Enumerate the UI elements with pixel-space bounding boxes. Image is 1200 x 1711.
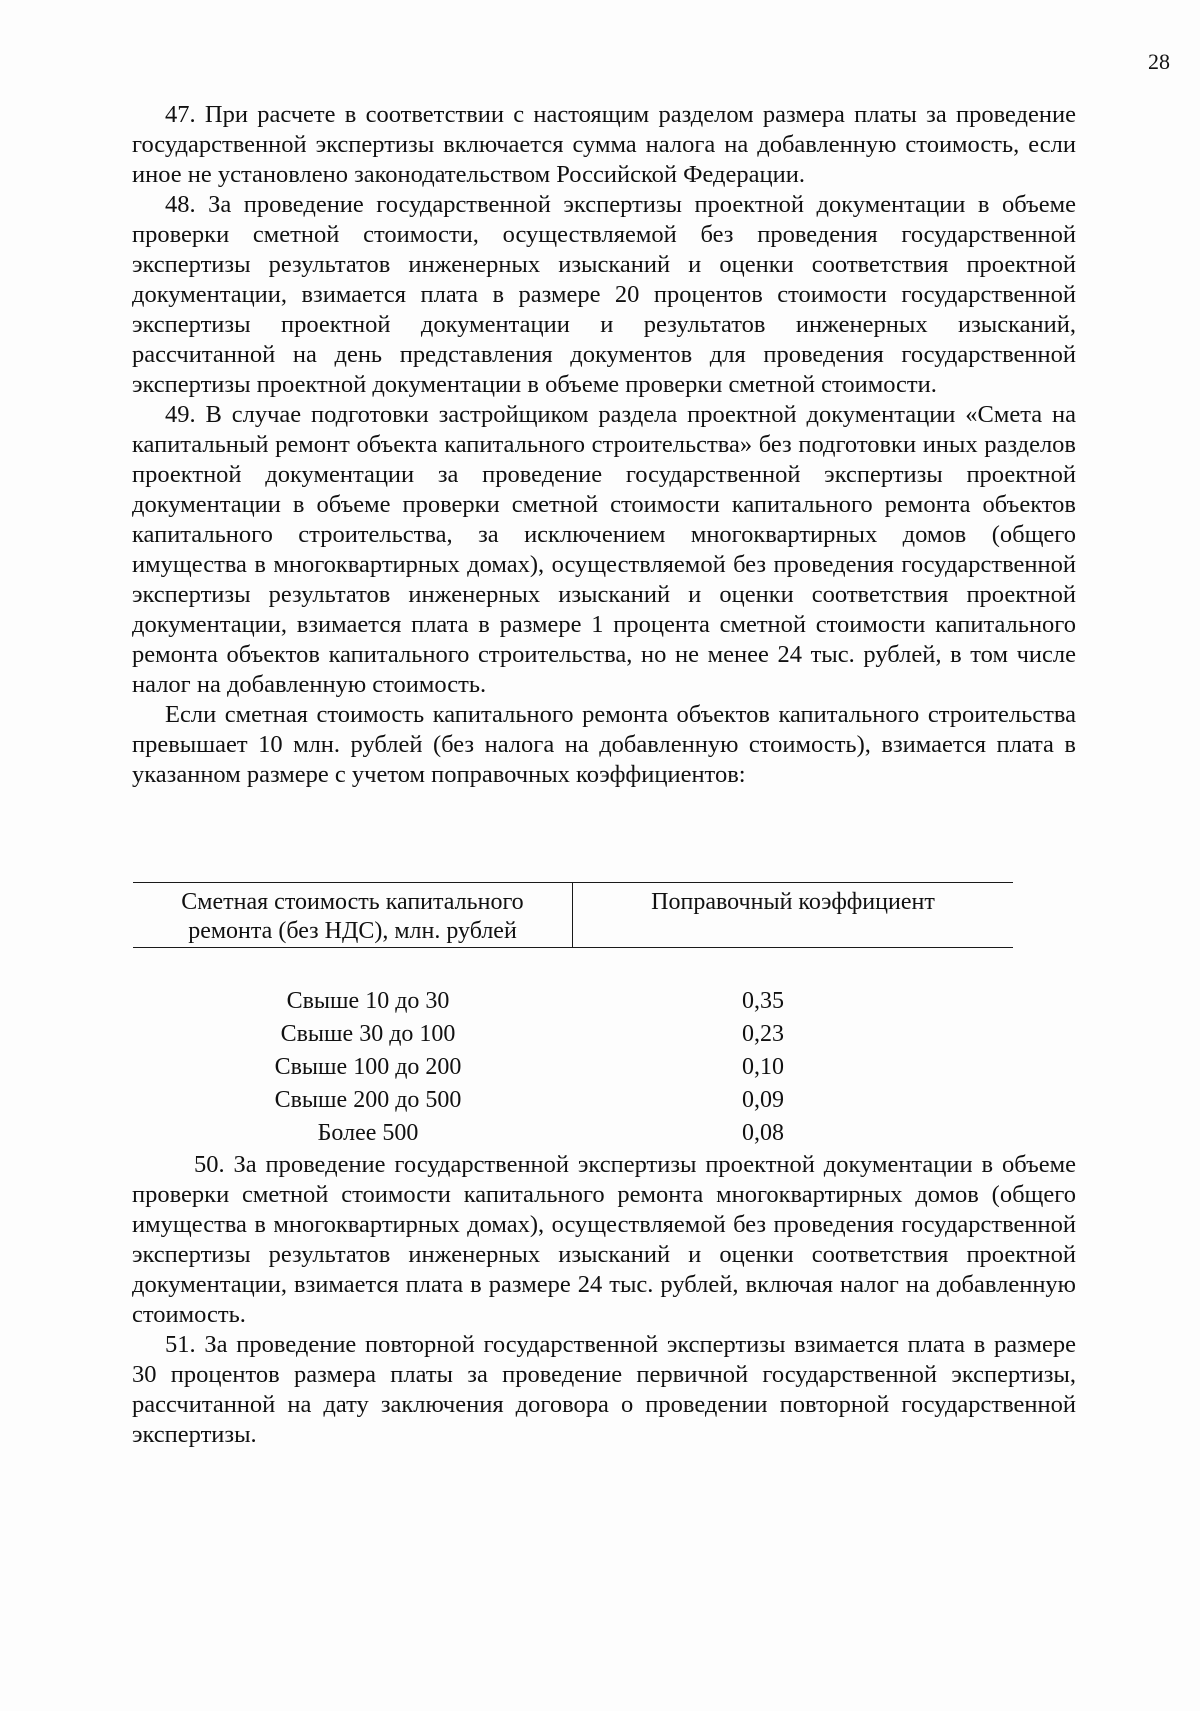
page-number: 28 — [1148, 49, 1170, 74]
table-row — [133, 1084, 1013, 1117]
table-header — [133, 882, 1013, 948]
paragraph-50: 50. За проведение государственной экспертизы проектной документации в объеме проверки сметной стоимости капитального ремонта многоквартирных домов (общего имущества в многоквартирных домах), осуществляемой без проведения государственной экспертизы результатов инженерных изысканий и оценки соответствия проектной документации, взимается плата в размере 24 тыс. рублей, включая налог на добавленную стоимость. — [132, 1151, 1076, 1328]
table-header-coefficient: Поправочный коэффициент — [651, 889, 935, 915]
paragraph-49: 49. В случае подготовки застройщиком раздела проектной документации «Смета на капитальный ремонт объекта капитального строительства» без подготовки иных разделов проектной документации за проведение государственной экспертизы проектной документации в объеме проверки сметной стоимости капитального ремонта объектов капитального строительства, за исключением многоквартирных домов (общего имущества в многоквартирных домах), осуществляемой без проведения государственной экспертизы результатов инженерных изысканий и оценки соответствия проектной документации, взимается плата в размере 1 процента сметной стоимости капитального ремонта объектов капитального строительства, но не менее 24 тыс. рублей, в том числе налог на добавленную стоимость. — [132, 401, 1076, 698]
paragraph-47: 47. При расчете в соответствии с настоящим разделом размера платы за проведение государственной экспертизы включается сумма налога на добавленную стоимость, если иное не установлено законодательством Российской Федерации. — [132, 101, 1076, 188]
paragraph-51: 51. За проведение повторной государственной экспертизы взимается плата в размере 30 процентов размера платы за проведение первичной государственной экспертизы, рассчитанной на дату заключения договора о проведении повторной государственной экспертизы. — [132, 1331, 1076, 1448]
table-row — [133, 1117, 1013, 1150]
table-cell-coefficient: 0,10 — [742, 1054, 784, 1080]
paragraphs-top — [132, 100, 1076, 790]
table-body — [133, 985, 1013, 1150]
paragraphs-bottom — [132, 1150, 1076, 1450]
table-header-cost-line2: ремонта (без НДС), млн. рублей — [188, 918, 517, 944]
table-header-cost — [133, 883, 573, 947]
correction-coefficient-table — [133, 882, 1013, 1150]
table-cell-coefficient: 0,23 — [742, 1021, 784, 1047]
table-header-cost-line1: Сметная стоимость капитального — [181, 889, 524, 915]
table-cell-range: Свыше 10 до 30 — [286, 988, 450, 1014]
paragraph-49-continuation: Если сметная стоимость капитального ремонта объектов капитального строительства превышает 10 млн. рублей (без налога на добавленную стоимость), взимается плата в указанном размере с учетом поправочных коэффициентов: — [132, 701, 1076, 788]
table-cell-coefficient: 0,09 — [742, 1087, 784, 1113]
table-cell-range: Свыше 30 до 100 — [280, 1021, 456, 1047]
paragraph-48: 48. За проведение государственной экспертизы проектной документации в объеме проверки сметной стоимости, осуществляемой без проведения государственной экспертизы результатов инженерных изысканий и оценки соответствия проектной документации, взимается плата в размере 20 процентов стоимости государственной экспертизы проектной документации и результатов инженерных изысканий, рассчитанной на день представления документов для проведения государственной экспертизы проектной документации в объеме проверки сметной стоимости. — [132, 191, 1076, 398]
table-cell-range: Свыше 100 до 200 — [274, 1054, 462, 1080]
table-cell-range: Свыше 200 до 500 — [274, 1087, 462, 1113]
table-cell-range: Более 500 — [317, 1120, 419, 1146]
table-row — [133, 1018, 1013, 1051]
table-row — [133, 985, 1013, 1018]
table-row — [133, 1051, 1013, 1084]
table-cell-coefficient: 0,08 — [742, 1120, 784, 1146]
table-cell-coefficient: 0,35 — [742, 988, 784, 1014]
